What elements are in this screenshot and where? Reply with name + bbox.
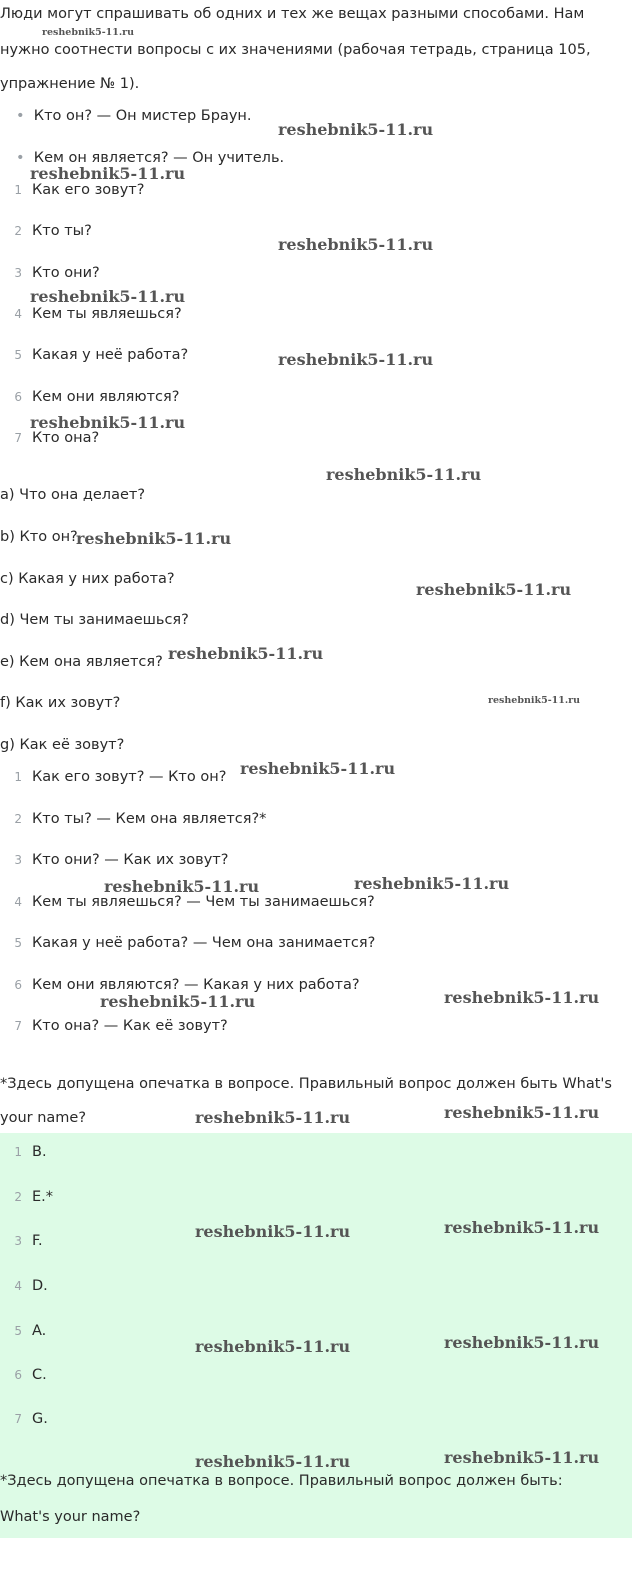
list-number: 6 [14, 1368, 22, 1382]
pair-item [10, 894, 375, 910]
question-item [10, 223, 92, 239]
list-number: 2 [14, 1190, 22, 1204]
list-number: 7 [14, 1412, 22, 1426]
list-number: 4 [14, 307, 22, 321]
pair-text: Кем ты являешься? — Чем ты занимаешься? [32, 894, 375, 910]
watermark: reshebnik5-11.ru [488, 695, 581, 706]
list-number: 1 [14, 1145, 22, 1159]
watermark: reshebnik5-11.ru [195, 1222, 351, 1241]
list-number: 5 [14, 348, 22, 362]
answer-item [10, 1144, 47, 1160]
pair-item [10, 935, 375, 951]
pair-item [10, 977, 360, 993]
answer-text: G. [32, 1411, 48, 1427]
question-item [10, 306, 182, 322]
option-item: g) Как её зовут? [0, 737, 125, 753]
pair-text: Кто ты? — Кем она является?* [32, 811, 267, 827]
example-text: Кто он? — Он мистер Браун. [33, 108, 252, 124]
watermark: reshebnik5-11.ru [278, 350, 434, 369]
watermark: reshebnik5-11.ru [416, 580, 572, 599]
watermark: reshebnik5-11.ru [76, 529, 232, 548]
list-number: 5 [14, 1324, 22, 1338]
watermark: reshebnik5-11.ru [30, 287, 186, 306]
footnote-line-1: *Здесь допущена опечатка в вопросе. Правильный вопрос должен быть What's [0, 1076, 612, 1092]
list-number: 2 [14, 224, 22, 238]
list-number: 3 [14, 1234, 22, 1248]
question-item [10, 430, 99, 446]
watermark: reshebnik5-11.ru [444, 988, 600, 1007]
watermark: reshebnik5-11.ru [444, 1103, 600, 1122]
answer-text: A. [32, 1323, 47, 1339]
intro-line-2: нужно соотнести вопросы с их значениями (рабочая тетрадь, страница 105, [0, 42, 591, 58]
answer-text: C. [32, 1367, 47, 1383]
option-item: a) Что она делает? [0, 487, 146, 503]
question-text: Как его зовут? [32, 182, 145, 198]
list-number: 4 [14, 1279, 22, 1293]
watermark: reshebnik5-11.ru [104, 877, 260, 896]
list-number: 6 [14, 978, 22, 992]
answer-item [10, 1278, 48, 1294]
bullet: • [16, 108, 25, 124]
example-item [16, 108, 252, 124]
watermark: reshebnik5-11.ru [278, 235, 434, 254]
watermark: reshebnik5-11.ru [326, 465, 482, 484]
watermark: reshebnik5-11.ru [30, 164, 186, 183]
watermark: reshebnik5-11.ru [195, 1337, 351, 1356]
list-number: 7 [14, 431, 22, 445]
question-text: Кто ты? [32, 223, 92, 239]
list-number: 4 [14, 895, 22, 909]
answer-item [10, 1367, 47, 1383]
question-text: Кем ты являешься? [32, 306, 182, 322]
answer-footnote-line-1: *Здесь допущена опечатка в вопросе. Правильный вопрос должен быть: [0, 1473, 563, 1489]
answer-text: D. [32, 1278, 48, 1294]
question-item [10, 389, 179, 405]
question-item [10, 347, 188, 363]
pair-text: Какая у неё работа? — Чем она занимается? [32, 935, 376, 951]
watermark: reshebnik5-11.ru [444, 1218, 600, 1237]
list-number: 7 [14, 1019, 22, 1033]
list-number: 2 [14, 812, 22, 826]
list-number: 1 [14, 183, 22, 197]
list-number: 1 [14, 770, 22, 784]
bullet: • [16, 150, 25, 166]
option-item: f) Как их зовут? [0, 695, 121, 711]
answer-item [10, 1233, 43, 1249]
watermark: reshebnik5-11.ru [168, 644, 324, 663]
answer-text: F. [32, 1233, 43, 1249]
list-number: 6 [14, 390, 22, 404]
watermark: reshebnik5-11.ru [354, 874, 510, 893]
question-text: Какая у неё работа? [32, 347, 189, 363]
question-text: Кем они являются? [32, 389, 180, 405]
list-number: 5 [14, 936, 22, 950]
question-text: Кто они? [32, 265, 100, 281]
watermark: reshebnik5-11.ru [444, 1448, 600, 1467]
answer-item [10, 1323, 46, 1339]
pair-text: Кем они являются? — Какая у них работа? [32, 977, 360, 993]
example-text: Кем он является? — Он учитель. [33, 150, 285, 166]
pair-item [10, 811, 266, 827]
pair-item [10, 1018, 228, 1034]
pair-item [10, 852, 228, 868]
list-number: 3 [14, 266, 22, 280]
footnote-line-2: your name? [0, 1110, 87, 1126]
watermark: reshebnik5-11.ru [30, 413, 186, 432]
option-item: d) Чем ты занимаешься? [0, 612, 189, 628]
answer-text: B. [32, 1144, 47, 1160]
watermark: reshebnik5-11.ru [42, 27, 135, 38]
answer-footnote-line-2: What's your name? [0, 1509, 141, 1525]
question-item [10, 265, 100, 281]
answer-item [10, 1411, 48, 1427]
option-item: b) Кто он? [0, 529, 78, 545]
option-item: e) Кем она является? [0, 654, 163, 670]
pair-item [10, 769, 226, 785]
watermark: reshebnik5-11.ru [100, 992, 256, 1011]
watermark: reshebnik5-11.ru [278, 120, 434, 139]
watermark: reshebnik5-11.ru [195, 1108, 351, 1127]
watermark: reshebnik5-11.ru [240, 759, 396, 778]
intro-line-3: упражнение № 1). [0, 76, 140, 92]
list-number: 3 [14, 853, 22, 867]
pair-text: Кто она? — Как её зовут? [32, 1018, 228, 1034]
pair-text: Кто они? — Как их зовут? [32, 852, 229, 868]
watermark: reshebnik5-11.ru [444, 1333, 600, 1352]
option-item: c) Какая у них работа? [0, 571, 175, 587]
watermark: reshebnik5-11.ru [195, 1452, 351, 1471]
question-item [10, 182, 144, 198]
answer-item [10, 1189, 53, 1205]
question-text: Кто она? [32, 430, 100, 446]
answer-text: E.* [32, 1189, 54, 1205]
intro-line-1: Люди могут спрашивать об одних и тех же вещах разными способами. Нам [0, 6, 585, 22]
pair-text: Как его зовут? — Кто он? [32, 769, 227, 785]
